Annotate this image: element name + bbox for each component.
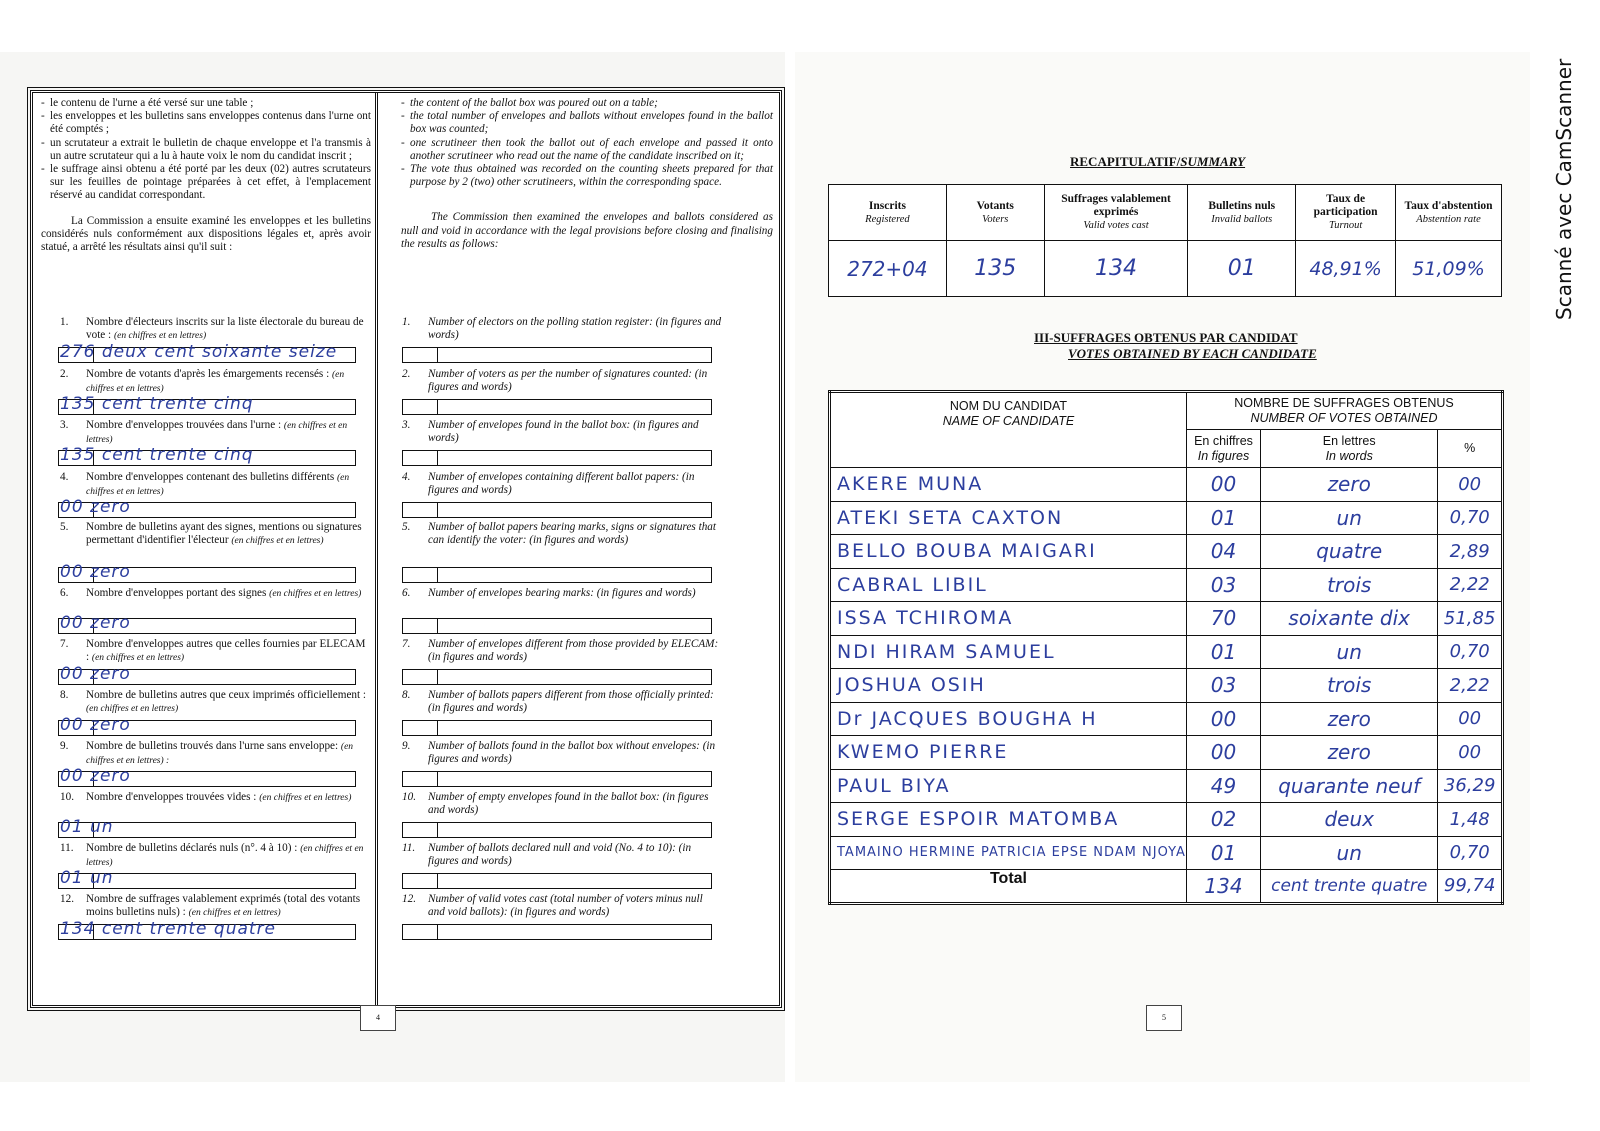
item-label: Number of valid votes cast (total number of voters minus null and void ballots): (in figures and words) xyxy=(428,893,703,918)
candidate-words: deux xyxy=(1261,803,1438,837)
words-header: En lettres In words xyxy=(1261,430,1438,468)
item-number: 7. xyxy=(60,638,69,650)
candidate-name: TAMAINO HERMINE PATRICIA EPSE NDAM NJOYA xyxy=(830,836,1187,870)
handwritten-answer: 00 zero xyxy=(60,716,131,734)
fr-item-label xyxy=(38,316,368,343)
candidate-figures: 01 xyxy=(1186,635,1260,669)
item-number: 4. xyxy=(60,471,69,483)
item-label: Number of ballots declared null and void (No. 4 to 10): (in figures and words) xyxy=(428,842,692,867)
item-hint: (en chiffres et en lettres) : xyxy=(86,742,354,766)
english-column xyxy=(381,93,779,1005)
candidate-words: un xyxy=(1261,501,1438,535)
item-number: 8. xyxy=(60,689,69,701)
item-hint: (en chiffres et en lettres) xyxy=(86,421,348,445)
candidate-row xyxy=(830,669,1503,703)
fr-bullet-list xyxy=(41,97,371,203)
candidate-words: un xyxy=(1261,836,1438,870)
en-answer-box[interactable] xyxy=(402,822,712,838)
candidate-figures: 00 xyxy=(1186,468,1260,502)
item-hint: (en chiffres et en lettres) xyxy=(86,844,364,868)
candidate-figures: 00 xyxy=(1186,702,1260,736)
candidate-name: AKERE MUNA xyxy=(830,468,1187,502)
item-number: 10. xyxy=(60,791,74,803)
candidate-figures: 03 xyxy=(1186,669,1260,703)
candidate-row xyxy=(830,468,1503,502)
item-number: 4. xyxy=(402,471,411,483)
page-number-right: 5 xyxy=(1146,1005,1182,1031)
item-number: 12. xyxy=(60,893,74,905)
candidate-percent: 1,48 xyxy=(1438,803,1503,837)
item-label: Nombre d'enveloppes portant des signes xyxy=(86,587,267,599)
fr-item-label xyxy=(38,689,368,716)
turnout-value: 48,91% xyxy=(1296,241,1396,297)
fr-item-label xyxy=(38,368,368,396)
en-answer-box[interactable] xyxy=(402,347,712,363)
candidate-figures: 04 xyxy=(1186,535,1260,569)
fr-intro: La Commission a ensuite examiné les enveloppes et les bulletins considérés nuls conformément aux dispositions légales et, après avoir statué, a arrêté les résultats ainsi qu'il suit : xyxy=(41,214,371,254)
item-label: Number of envelopes different from those provided by ELECAM: (in figures and words) xyxy=(428,638,719,663)
item-number: 12. xyxy=(402,893,416,905)
candidate-row xyxy=(830,803,1503,837)
candidate-percent: 0,70 xyxy=(1438,635,1503,669)
fr-item-label xyxy=(38,419,368,447)
summary-header-row xyxy=(829,185,1502,241)
summary-header: Taux de participation Turnout xyxy=(1296,185,1396,241)
handwritten-answer: 276 deux cent soixante seize xyxy=(60,343,338,361)
summary-value-row xyxy=(829,241,1502,297)
en-item-label xyxy=(392,689,722,715)
summary-header: Taux d'abstention Abstention rate xyxy=(1396,185,1502,241)
item-hint: (en chiffres et en lettres) xyxy=(91,652,185,663)
candidate-name: NDI HIRAM SAMUEL xyxy=(830,635,1187,669)
item-number: 7. xyxy=(402,638,411,650)
en-answer-box[interactable] xyxy=(402,669,712,685)
item-label: Nombre de votants d'après les émargements recensés : xyxy=(86,368,330,380)
fr-item-label xyxy=(38,842,368,870)
item-hint: (en chiffres et en lettres) xyxy=(259,793,352,803)
fr-bullet: - le suffrage ainsi obtenu a été porté par les deux (02) autres scrutateurs sur les feuilles de pointage préparées à cet effet, à l'emplacement réservé au candidat correspondant. xyxy=(41,163,371,203)
candidate-percent: 51,85 xyxy=(1438,602,1503,636)
candidate-percent: 0,70 xyxy=(1438,836,1503,870)
candidate-name: CABRAL LIBIL xyxy=(830,568,1187,602)
item-number: 11. xyxy=(60,842,74,854)
en-item-label xyxy=(392,842,722,868)
item-label: Number of envelopes containing different ballot papers: (in figures and words) xyxy=(428,471,695,496)
candidate-row xyxy=(830,568,1503,602)
item-label: Nombre d'enveloppes trouvées vides : xyxy=(86,791,257,803)
item-label: Number of envelopes found in the ballot box: (in figures and words) xyxy=(428,419,699,444)
candidate-percent: 2,22 xyxy=(1438,568,1503,602)
candidate-name: PAUL BIYA xyxy=(830,769,1187,803)
item-number: 9. xyxy=(60,740,69,752)
candidate-row xyxy=(830,635,1503,669)
en-answer-box[interactable] xyxy=(402,450,712,466)
candidate-name: Dr JACQUES BOUGHA H xyxy=(830,702,1187,736)
handwritten-answer: 00 zero xyxy=(60,665,131,683)
candidate-figures: 49 xyxy=(1186,769,1260,803)
item-label: Number of empty envelopes found in the ballot box: (in figures and words) xyxy=(428,791,709,816)
item-label: Nombre de bulletins autres que ceux imprimés officiellement : xyxy=(86,689,367,701)
summary-header: Bulletins nuls Invalid ballots xyxy=(1188,185,1296,241)
handwritten-answer: 00 zero xyxy=(60,498,131,516)
item-label: Number of voters as per the number of signatures counted: (in figures and words) xyxy=(428,368,708,393)
candidate-figures: 70 xyxy=(1186,602,1260,636)
en-answer-box[interactable] xyxy=(402,873,712,889)
valid-votes-value: 134 xyxy=(1044,241,1188,297)
summary-header: Votants Voters xyxy=(946,185,1044,241)
page-number-left: 4 xyxy=(360,1005,396,1031)
en-item-label xyxy=(392,587,722,600)
fr-item-label xyxy=(38,638,368,665)
item-label: Nombre d'électeurs inscrits sur la liste électorale du bureau de vote : xyxy=(86,316,364,341)
handwritten-answer: 00 zero xyxy=(60,614,131,632)
item-label: Number of envelopes bearing marks: (in figures and words) xyxy=(428,587,696,599)
candidate-words: zero xyxy=(1261,468,1438,502)
candidate-row xyxy=(830,736,1503,770)
item-label: Nombre d'enveloppes contenant des bulletins différents xyxy=(86,471,335,483)
left-form-frame xyxy=(30,90,782,1008)
item-number: 2. xyxy=(402,368,411,380)
item-hint: (en chiffres et en lettres) xyxy=(269,589,362,599)
item-number: 1. xyxy=(60,316,69,328)
candidate-figures: 03 xyxy=(1186,568,1260,602)
item-label: Nombre de bulletins ayant des signes, mentions ou signatures permettant d'identifier l'électeur xyxy=(86,521,362,546)
item-label: Number of ballot papers bearing marks, signs or signatures that can identify the voter: (in figures and words) xyxy=(428,521,716,546)
en-bullet: - The vote thus obtained was recorded on the counting sheets prepared for that purpose by 2 (two) other scrutineers, within the corresponding space. xyxy=(401,163,773,189)
fr-item-label xyxy=(38,471,368,499)
item-hint: (en chiffres et en lettres) xyxy=(86,473,350,497)
candidate-percent: 00 xyxy=(1438,468,1503,502)
fr-item-label xyxy=(38,740,368,768)
en-bullet: - the total number of envelopes and ballots without envelopes found in the ballot box was counted; xyxy=(401,110,773,136)
candidate-words: zero xyxy=(1261,736,1438,770)
candidate-percent: 2,89 xyxy=(1438,535,1503,569)
votes-obtained-header: NOMBRE DE SUFFRAGES OBTENUS NUMBER OF VOTES OBTAINED xyxy=(1186,392,1502,430)
candidate-row xyxy=(830,836,1503,870)
item-number: 10. xyxy=(402,791,416,803)
item-label: Number of ballots papers different from those officially printed: (in figures and words) xyxy=(428,689,714,714)
handwritten-answer: 135 cent trente cinq xyxy=(60,446,254,464)
candidate-name: KWEMO PIERRE xyxy=(830,736,1187,770)
item-number: 9. xyxy=(402,740,411,752)
fr-item-label xyxy=(38,893,368,920)
handwritten-answer: 00 zero xyxy=(60,767,131,785)
votes-header-row xyxy=(830,392,1503,430)
candidate-name: BELLO BOUBA MAIGARI xyxy=(830,535,1187,569)
section-title-en: VOTES OBTAINED BY EACH CANDIDATE xyxy=(1068,346,1317,361)
total-percent: 99,74 xyxy=(1438,870,1503,904)
item-hint: (en chiffres et en lettres) xyxy=(231,535,324,546)
candidate-percent: 2,22 xyxy=(1438,669,1503,703)
item-number: 3. xyxy=(60,419,69,431)
total-figures: 134 xyxy=(1186,870,1260,904)
candidate-words: trois xyxy=(1261,568,1438,602)
candidate-figures: 02 xyxy=(1186,803,1260,837)
candidate-words: zero xyxy=(1261,702,1438,736)
en-bullet: - the content of the ballot box was poured out on a table; xyxy=(401,97,773,110)
fr-item-label xyxy=(38,587,368,601)
en-item-label xyxy=(392,419,722,445)
item-hint: (en chiffres et en lettres) xyxy=(113,330,207,341)
total-label: Total xyxy=(830,870,1187,904)
en-answer-box[interactable] xyxy=(402,502,712,518)
item-number: 8. xyxy=(402,689,411,701)
item-hint: (en chiffres et en lettres) xyxy=(86,703,179,714)
item-number: 11. xyxy=(402,842,416,854)
item-number: 6. xyxy=(402,587,411,599)
en-answer-box[interactable] xyxy=(402,618,712,634)
camscanner-watermark: Scanné avec CamScanner xyxy=(1552,58,1576,320)
summary-header: Suffrages valablement exprimés Valid votes cast xyxy=(1044,185,1188,241)
candidate-name: JOSHUA OSIH xyxy=(830,669,1187,703)
votes-table xyxy=(828,390,1504,905)
en-bullet: - one scrutineer then took the ballot out of each envelope and passed it onto another scrutineer who read out the name of the candidate inscribed on it; xyxy=(401,137,773,163)
en-bullet-list xyxy=(401,97,773,189)
item-hint: (en chiffres et en lettres) xyxy=(188,907,281,918)
candidate-row xyxy=(830,702,1503,736)
total-row xyxy=(830,870,1503,904)
fr-bullet: - un scrutateur a extrait le bulletin de chaque enveloppe et l'a transmis à un autre scrutateur qui a lu à haute voix le nom du candidat inscrit ; xyxy=(41,137,371,163)
en-answer-box[interactable] xyxy=(402,771,712,787)
total-words: cent trente quatre xyxy=(1261,870,1438,904)
item-number: 3. xyxy=(402,419,411,431)
fr-bullet: - les enveloppes et les bulletins sans enveloppes contenus dans l'urne ont été comptés ; xyxy=(41,110,371,136)
candidate-name: ATEKI SETA CAXTON xyxy=(830,501,1187,535)
votes-body xyxy=(830,468,1503,904)
summary-header: Inscrits Registered xyxy=(829,185,947,241)
en-item-label xyxy=(392,368,722,394)
en-item-label xyxy=(392,471,722,497)
item-label: Nombre de bulletins trouvés dans l'urne sans enveloppe: xyxy=(86,740,339,752)
candidate-figures: 01 xyxy=(1186,501,1260,535)
item-label: Number of ballots found in the ballot box without envelopes: (in figures and words) xyxy=(428,740,716,765)
candidate-percent: 36,29 xyxy=(1438,769,1503,803)
candidate-words: soixante dix xyxy=(1261,602,1438,636)
candidate-row xyxy=(830,535,1503,569)
en-item-label xyxy=(392,521,722,547)
voters-value: 135 xyxy=(946,241,1044,297)
candidate-row xyxy=(830,501,1503,535)
figures-header: En chiffres In figures xyxy=(1186,430,1260,468)
en-item-label xyxy=(392,791,722,817)
candidate-header: NOM DU CANDIDAT NAME OF CANDIDATE xyxy=(830,392,1187,468)
item-label: Nombre de suffrages valablement exprimés (total des votants moins bulletins nuls) : xyxy=(86,893,361,918)
candidate-percent: 00 xyxy=(1438,736,1503,770)
en-item-label xyxy=(392,740,722,766)
item-label: Nombre d'enveloppes autres que celles fournies par ELECAM : xyxy=(86,638,366,663)
candidate-name: SERGE ESPOIR MATOMBA xyxy=(830,803,1187,837)
handwritten-answer: 01 un xyxy=(60,869,114,887)
candidate-percent: 0,70 xyxy=(1438,501,1503,535)
item-label: Nombre de bulletins déclarés nuls (n°. 4 à 10) : xyxy=(86,842,298,854)
item-number: 1. xyxy=(402,316,411,328)
en-answer-box[interactable] xyxy=(402,924,712,940)
en-answer-box[interactable] xyxy=(402,567,712,583)
percent-header: % xyxy=(1438,430,1503,468)
summary-title: RECAPITULATIF/SUMMARY xyxy=(1070,154,1246,169)
handwritten-answer: 00 zero xyxy=(60,563,131,581)
item-number: 5. xyxy=(60,521,69,533)
fr-item-label xyxy=(38,791,368,805)
en-answer-box[interactable] xyxy=(402,399,712,415)
en-item-label xyxy=(392,893,722,919)
en-item-label xyxy=(392,316,722,342)
summary-table xyxy=(828,184,1502,297)
invalid-ballots-value: 01 xyxy=(1188,241,1296,297)
candidate-row xyxy=(830,769,1503,803)
candidate-row xyxy=(830,602,1503,636)
candidate-words: quatre xyxy=(1261,535,1438,569)
candidate-words: trois xyxy=(1261,669,1438,703)
item-hint: (en chiffres et en lettres) xyxy=(86,370,345,394)
item-number: 6. xyxy=(60,587,69,599)
item-number: 5. xyxy=(402,521,411,533)
section-title: III-SUFFRAGES OBTENUS PAR CANDIDAT xyxy=(1034,330,1298,345)
handwritten-answer: 134 cent trente quatre xyxy=(60,920,277,938)
candidate-figures: 01 xyxy=(1186,836,1260,870)
candidate-name: ISSA TCHIROMA xyxy=(830,602,1187,636)
en-intro: The Commission then examined the envelopes and ballots considered as null and void in accordance with the legal provisions before closing and finalising the results as follows: xyxy=(401,211,773,251)
fr-bullet: - le contenu de l'urne a été versé sur une table ; xyxy=(41,97,371,110)
en-item-label xyxy=(392,638,722,664)
handwritten-answer: 01 un xyxy=(60,818,114,836)
item-number: 2. xyxy=(60,368,69,380)
registered-value: 272+04 xyxy=(829,241,947,297)
item-label: Nombre d'enveloppes trouvées dans l'urne : xyxy=(86,419,282,431)
candidate-percent: 00 xyxy=(1438,702,1503,736)
candidate-words: un xyxy=(1261,635,1438,669)
fr-item-label xyxy=(38,521,368,548)
candidate-words: quarante neuf xyxy=(1261,769,1438,803)
candidate-figures: 00 xyxy=(1186,736,1260,770)
abstention-value: 51,09% xyxy=(1396,241,1502,297)
en-answer-box[interactable] xyxy=(402,720,712,736)
item-label: Number of electors on the polling station register: (in figures and words) xyxy=(428,316,722,341)
handwritten-answer: 135 cent trente cinq xyxy=(60,395,254,413)
